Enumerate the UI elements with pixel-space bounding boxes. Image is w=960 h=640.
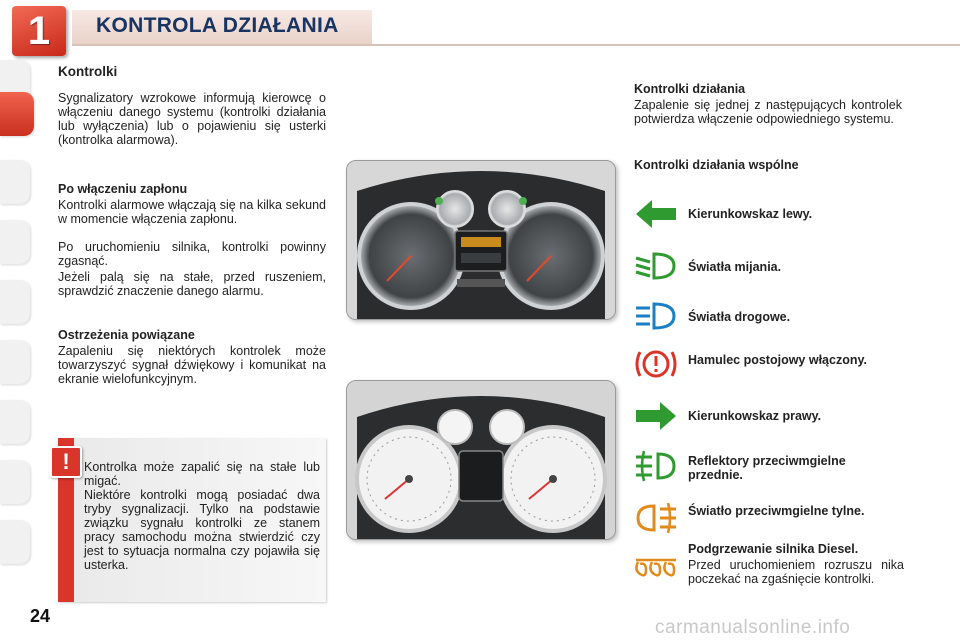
low-beam-icon [632,248,680,284]
side-tab-strip [0,60,38,580]
parking-brake-label: Hamulec postojowy włączony. [688,353,867,367]
operation-text: Zapalenie się jednej z następujących kontrolek potwierdza włączenie odpowiedniego systemu. [634,98,902,126]
glow-plug-desc: Przed uruchomieniem rozruszu nika poczekać na zgaśnięcie kontrolki. [688,558,904,586]
parking-brake-icon [632,346,680,382]
common-heading: Kontrolki działania wspólne [634,158,799,172]
side-tab[interactable] [0,160,30,204]
notice-text-2: Niektóre kontrolki mogą posiadać dwa tryby sygnalizacji. Tylko na podstawie związku sygnału kontrolki ze stanem pracy samochodu można stwierdzić czy jest to sytuacja normalna czy pojawiła się usterka. [84,488,320,572]
ignition-text-1: Kontrolki alarmowe włączają się na kilka sekund w momencie włączenia zapłonu. [58,198,326,226]
indicator-left-label: Kierunkowskaz lewy. [688,207,813,221]
side-tab[interactable] [0,280,30,324]
header [0,0,960,62]
dashboard-photo-top [346,160,616,320]
operation-heading: Kontrolki działania [634,82,746,96]
ignition-text-3: Jeżeli palą się na stałe, przed ruszeniem, sprawdzić znaczenie danego alarmu. [58,270,326,298]
section-title: Kontrolki [58,64,118,79]
exclamation-icon: ! [50,446,82,478]
arrow-left-icon [632,196,680,232]
side-tab-active[interactable] [0,92,34,136]
glow-plug-icon [632,552,680,588]
high-beam-label: Światła drogowe. [688,310,791,324]
page-number: 24 [30,606,51,626]
dashboard-photo-bottom [346,380,616,540]
rear-fog-icon [632,500,680,536]
front-fog-icon [632,448,680,484]
side-tab[interactable] [0,220,30,264]
indicator-right-label: Kierunkowskaz prawy. [688,409,822,423]
side-tab[interactable] [0,520,30,564]
side-tab[interactable] [0,340,30,384]
high-beam-icon [632,298,680,334]
chapter-badge [12,6,66,56]
header-divider [72,44,960,46]
front-fog-label: Reflektory przeciwmgielne przednie. [688,454,846,482]
glow-plug-label: Podgrzewanie silnika Diesel. [688,542,859,556]
notice-text-1: Kontrolka może zapalić się na stałe lub migać. [84,460,320,488]
low-beam-label: Światła mijania. [688,260,782,274]
intro-text: Sygnalizatory wzrokowe informują kierowcę o włączeniu danego systemu (kontrolki działania lub wyłączenia) lub o pojawieniu się usterki (kontrolka alarmowa). [58,91,326,147]
side-tab[interactable] [0,460,30,504]
warnings-heading: Ostrzeżenia powiązane [58,328,195,342]
arrow-right-icon [632,398,680,434]
rear-fog-label: Światło przeciwmgielne tylne. [688,504,865,518]
chapter-number: 1 [27,9,51,53]
ignition-text-2: Po uruchomieniu silnika, kontrolki powinny zgasnąć. [58,240,326,268]
watermark: carmanualsonline.info [655,617,851,638]
ignition-heading: Po włączeniu zapłonu [58,182,188,196]
side-tab[interactable] [0,400,30,444]
page-title: KONTROLA DZIAŁANIA [96,14,339,37]
warnings-text: Zapaleniu się niektórych kontrolek może towarzyszyć sygnał dźwiękowy i komunikat na ekranie wielofunkcyjnym. [58,344,326,386]
